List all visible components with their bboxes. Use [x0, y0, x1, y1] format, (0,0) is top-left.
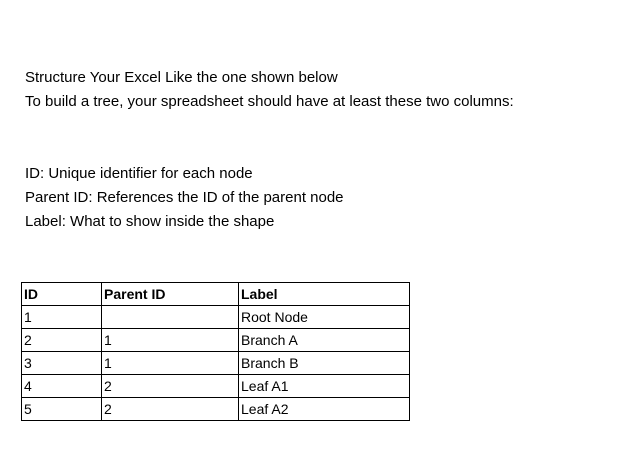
instructions-heading: Structure Your Excel Like the one shown below	[25, 69, 338, 86]
cell-id: 5	[22, 398, 102, 421]
cell-label: Leaf A2	[239, 398, 410, 421]
table-row	[22, 352, 410, 375]
cell-id: 3	[22, 352, 102, 375]
column-description-id: ID: Unique identifier for each node	[25, 165, 253, 182]
cell-id: 4	[22, 375, 102, 398]
cell-parent-id: 2	[102, 398, 239, 421]
table-row	[22, 329, 410, 352]
column-description-label: Label: What to show inside the shape	[25, 213, 275, 230]
column-description-parent-id: Parent ID: References the ID of the parent node	[25, 189, 344, 206]
example-spreadsheet-table	[21, 282, 410, 421]
cell-parent-id: 1	[102, 352, 239, 375]
cell-label: Branch B	[239, 352, 410, 375]
cell-parent-id: 1	[102, 329, 239, 352]
table-header-row	[22, 283, 410, 306]
cell-id: 1	[22, 306, 102, 329]
cell-label: Root Node	[239, 306, 410, 329]
table-row	[22, 398, 410, 421]
header-parent-id: Parent ID	[102, 283, 239, 306]
cell-parent-id	[102, 306, 239, 329]
cell-parent-id: 2	[102, 375, 239, 398]
instructions-intro: To build a tree, your spreadsheet should have at least these two columns:	[25, 93, 514, 110]
header-label: Label	[239, 283, 410, 306]
cell-label: Branch A	[239, 329, 410, 352]
cell-label: Leaf A1	[239, 375, 410, 398]
header-id: ID	[22, 283, 102, 306]
cell-id: 2	[22, 329, 102, 352]
table-row	[22, 306, 410, 329]
table-row	[22, 375, 410, 398]
